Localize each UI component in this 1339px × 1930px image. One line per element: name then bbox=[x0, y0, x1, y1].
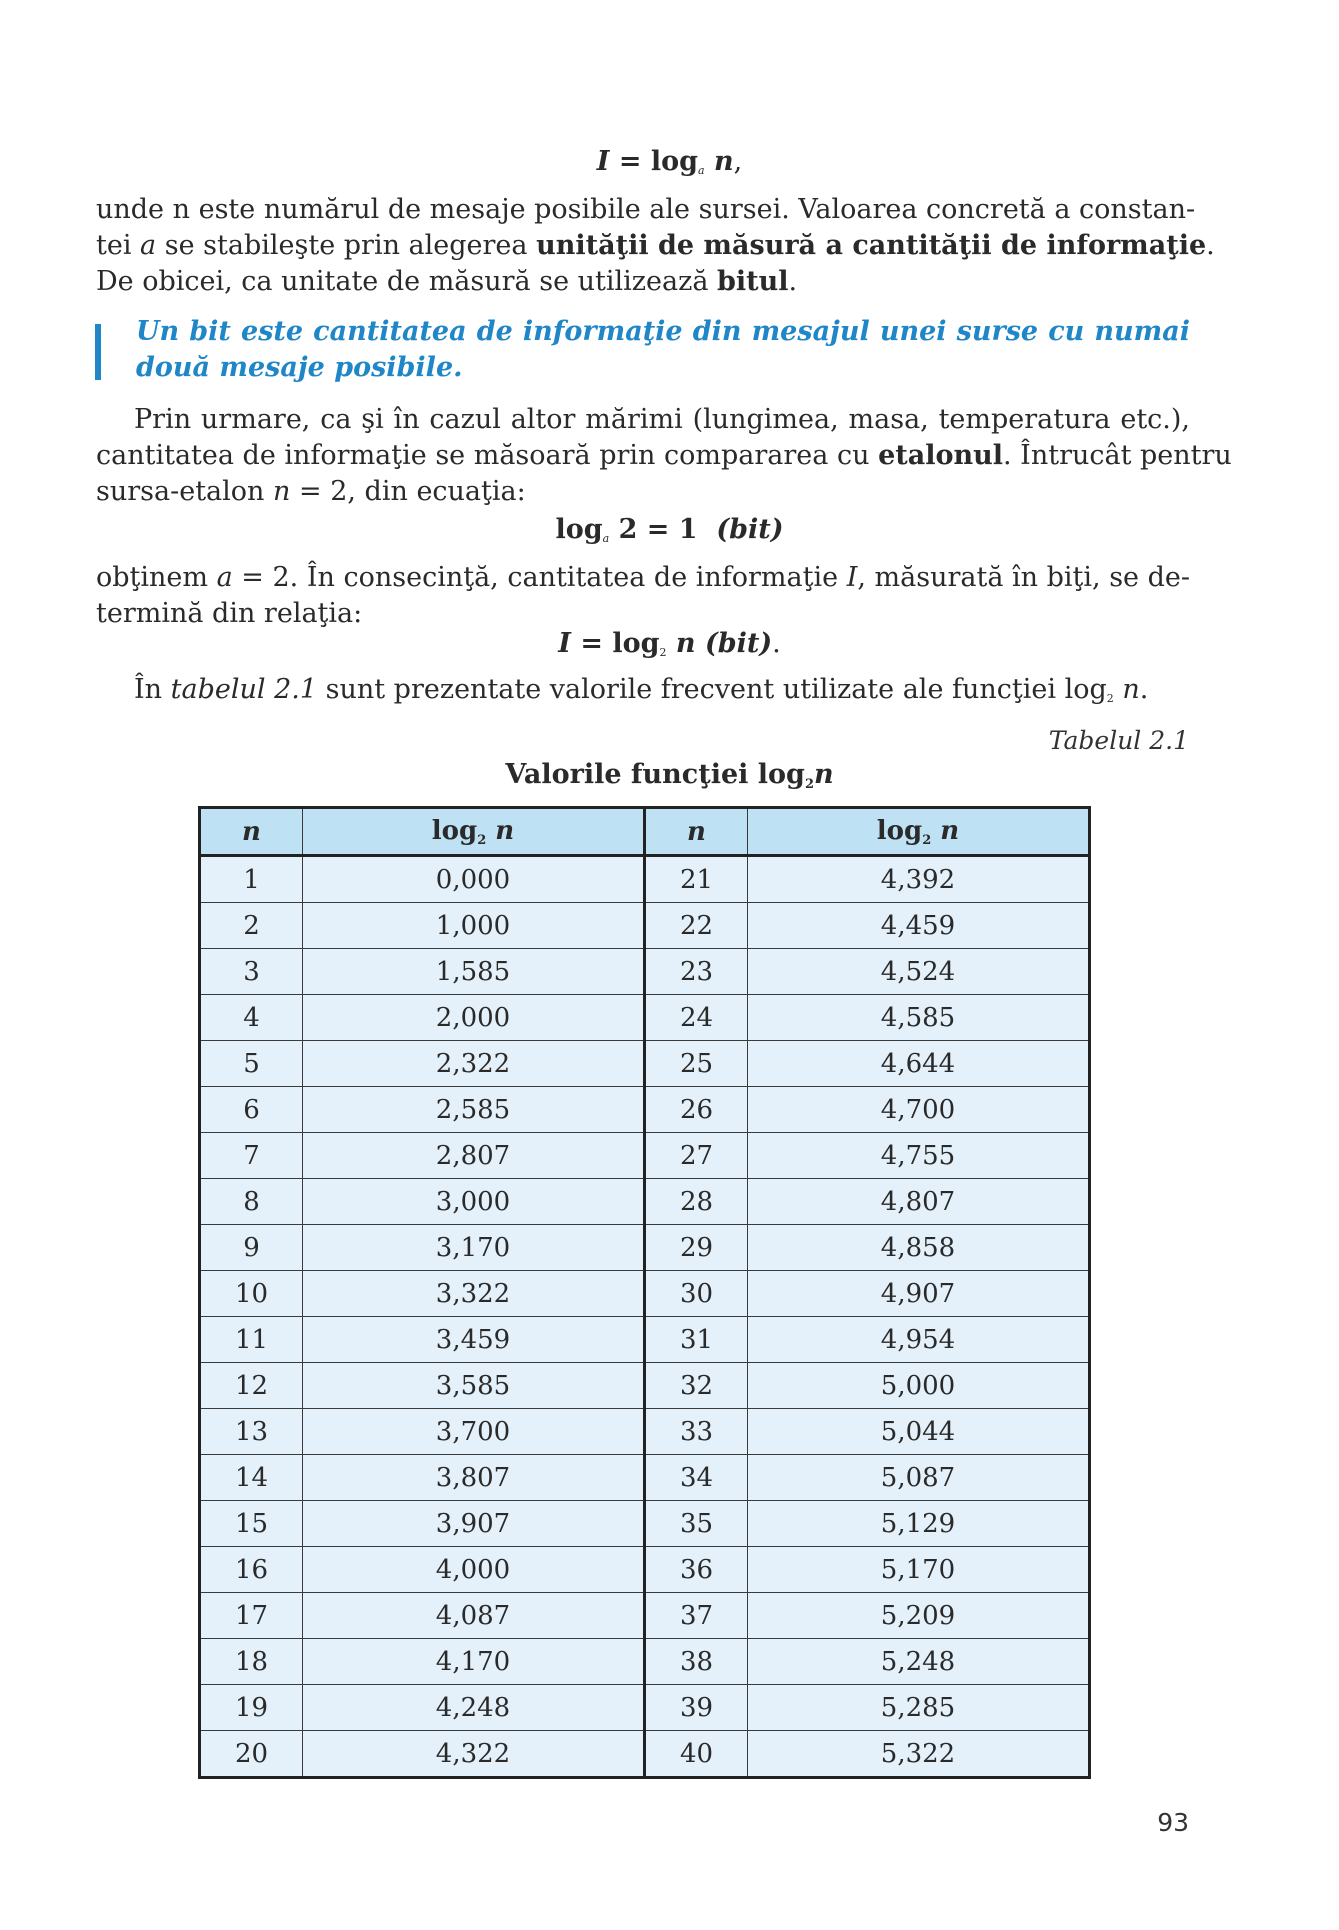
header-n-right: n bbox=[645, 808, 748, 856]
cell-log2n: 4,459 bbox=[748, 903, 1090, 949]
cell-n: 8 bbox=[200, 1179, 303, 1225]
cell-log2n: 5,000 bbox=[748, 1363, 1090, 1409]
cell-n: 22 bbox=[645, 903, 748, 949]
cell-n: 6 bbox=[200, 1087, 303, 1133]
paragraph-definition-context bbox=[96, 192, 1215, 300]
cell-log2n: 4,700 bbox=[748, 1087, 1090, 1133]
table-row bbox=[200, 1133, 1090, 1179]
formula-log-equation: $\log_a 2 = 1$ (bit) bbox=[555, 514, 784, 545]
cell-log2n: 3,000 bbox=[303, 1179, 645, 1225]
table-row bbox=[200, 903, 1090, 949]
para2-line3: sursa-etalon n = 2, din ecuaţia: bbox=[96, 476, 526, 507]
table-row bbox=[200, 1041, 1090, 1087]
para1-line3: De obicei, ca unitate de măsură se utilizează bitul. bbox=[96, 266, 798, 297]
cell-log2n: 3,585 bbox=[303, 1363, 645, 1409]
cell-n: 31 bbox=[645, 1317, 748, 1363]
cell-log2n: 4,907 bbox=[748, 1271, 1090, 1317]
cell-n: 40 bbox=[645, 1731, 748, 1778]
cell-log2n: 1,000 bbox=[303, 903, 645, 949]
table-caption: Tabelul 2.1 bbox=[1048, 726, 1189, 755]
cell-n: 32 bbox=[645, 1363, 748, 1409]
cell-log2n: 5,209 bbox=[748, 1593, 1090, 1639]
paragraph-consequence bbox=[96, 560, 1190, 632]
cell-n: 25 bbox=[645, 1041, 748, 1087]
para3-line2: termină din relaţia: bbox=[96, 598, 363, 629]
cell-n: 5 bbox=[200, 1041, 303, 1087]
cell-n: 36 bbox=[645, 1547, 748, 1593]
cell-log2n: 2,585 bbox=[303, 1087, 645, 1133]
formula-information: $I = \log_a n$, bbox=[596, 146, 743, 177]
definition-accent-bar bbox=[95, 324, 101, 380]
table-row bbox=[200, 1731, 1090, 1778]
cell-log2n: 3,807 bbox=[303, 1455, 645, 1501]
page-number: 93 bbox=[1157, 1808, 1189, 1837]
cell-log2n: 5,087 bbox=[748, 1455, 1090, 1501]
cell-n: 18 bbox=[200, 1639, 303, 1685]
cell-log2n: 5,129 bbox=[748, 1501, 1090, 1547]
cell-n: 15 bbox=[200, 1501, 303, 1547]
log2-values-table bbox=[198, 806, 1091, 1779]
cell-log2n: 4,170 bbox=[303, 1639, 645, 1685]
header-n-left: n bbox=[200, 808, 303, 856]
table-row bbox=[200, 1363, 1090, 1409]
cell-n: 12 bbox=[200, 1363, 303, 1409]
header-log-left: log2 n bbox=[303, 808, 645, 856]
cell-n: 34 bbox=[645, 1455, 748, 1501]
cell-n: 21 bbox=[645, 856, 748, 903]
table-row bbox=[200, 856, 1090, 903]
cell-n: 4 bbox=[200, 995, 303, 1041]
cell-log2n: 0,000 bbox=[303, 856, 645, 903]
cell-log2n: 2,000 bbox=[303, 995, 645, 1041]
cell-log2n: 4,000 bbox=[303, 1547, 645, 1593]
table-row bbox=[200, 1685, 1090, 1731]
table-row bbox=[200, 1409, 1090, 1455]
table-row bbox=[200, 1317, 1090, 1363]
definition-line2: două mesaje posibile. bbox=[136, 352, 463, 383]
definition-line1: Un bit este cantitatea de informaţie din mesajul unei surse cu numai bbox=[136, 316, 1190, 347]
cell-log2n: 5,248 bbox=[748, 1639, 1090, 1685]
cell-log2n: 3,322 bbox=[303, 1271, 645, 1317]
cell-n: 26 bbox=[645, 1087, 748, 1133]
table-row bbox=[200, 1179, 1090, 1225]
formula-bits: $I = \log_2 n$ (bit). bbox=[558, 628, 781, 659]
table-row bbox=[200, 1639, 1090, 1685]
cell-log2n: 5,285 bbox=[748, 1685, 1090, 1731]
cell-log2n: 5,170 bbox=[748, 1547, 1090, 1593]
cell-n: 35 bbox=[645, 1501, 748, 1547]
cell-log2n: 4,644 bbox=[748, 1041, 1090, 1087]
cell-log2n: 4,322 bbox=[303, 1731, 645, 1778]
table-row bbox=[200, 1225, 1090, 1271]
cell-n: 10 bbox=[200, 1271, 303, 1317]
para2-line1: Prin urmare, ca şi în cazul altor mărimi (lungimea, masa, temperatura etc.), bbox=[134, 404, 1190, 435]
paragraph-table-intro bbox=[96, 672, 1190, 717]
cell-n: 20 bbox=[200, 1731, 303, 1778]
cell-log2n: 4,858 bbox=[748, 1225, 1090, 1271]
cell-n: 13 bbox=[200, 1409, 303, 1455]
cell-n: 39 bbox=[645, 1685, 748, 1731]
cell-log2n: 4,755 bbox=[748, 1133, 1090, 1179]
cell-n: 2 bbox=[200, 903, 303, 949]
cell-n: 11 bbox=[200, 1317, 303, 1363]
table-row bbox=[200, 1455, 1090, 1501]
cell-log2n: 2,322 bbox=[303, 1041, 645, 1087]
cell-log2n: 4,807 bbox=[748, 1179, 1090, 1225]
cell-log2n: 3,170 bbox=[303, 1225, 645, 1271]
cell-n: 14 bbox=[200, 1455, 303, 1501]
cell-n: 24 bbox=[645, 995, 748, 1041]
paragraph-etalon bbox=[96, 402, 1232, 510]
cell-n: 37 bbox=[645, 1593, 748, 1639]
cell-n: 17 bbox=[200, 1593, 303, 1639]
table-row bbox=[200, 995, 1090, 1041]
cell-log2n: 4,954 bbox=[748, 1317, 1090, 1363]
table-row bbox=[200, 1501, 1090, 1547]
cell-n: 29 bbox=[645, 1225, 748, 1271]
table-row bbox=[200, 1593, 1090, 1639]
para3-line1: obţinem a = 2. În consecinţă, cantitatea de informaţie I, măsurată în biţi, se de- bbox=[96, 562, 1191, 593]
cell-log2n: 4,248 bbox=[303, 1685, 645, 1731]
cell-log2n: 3,700 bbox=[303, 1409, 645, 1455]
cell-log2n: 4,524 bbox=[748, 949, 1090, 995]
cell-n: 30 bbox=[645, 1271, 748, 1317]
cell-n: 16 bbox=[200, 1547, 303, 1593]
bit-definition bbox=[136, 314, 1190, 386]
cell-log2n: 4,087 bbox=[303, 1593, 645, 1639]
header-log-right: log2 n bbox=[748, 808, 1090, 856]
cell-n: 7 bbox=[200, 1133, 303, 1179]
table-row bbox=[200, 949, 1090, 995]
table-row bbox=[200, 1271, 1090, 1317]
table-title: Valorile funcţiei log2n bbox=[505, 759, 834, 792]
table-row bbox=[200, 1547, 1090, 1593]
para1-line2: tei a se stabileşte prin alegerea unităţii de măsură a cantităţii de informaţie. bbox=[96, 230, 1215, 261]
cell-log2n: 3,459 bbox=[303, 1317, 645, 1363]
table-header-row bbox=[200, 808, 1090, 856]
cell-n: 19 bbox=[200, 1685, 303, 1731]
cell-log2n: 4,585 bbox=[748, 995, 1090, 1041]
para4-line1: În tabelul 2.1 sunt prezentate valorile frecvent utilizate ale funcţiei $\log_2 n$. bbox=[134, 674, 1149, 705]
cell-log2n: 4,392 bbox=[748, 856, 1090, 903]
cell-log2n: 3,907 bbox=[303, 1501, 645, 1547]
para2-line2: cantitatea de informaţie se măsoară prin compararea cu etalonul. Întrucât pentru bbox=[96, 440, 1232, 471]
cell-n: 33 bbox=[645, 1409, 748, 1455]
para1-line1: unde n este numărul de mesaje posibile ale sursei. Valoarea concretă a constan- bbox=[96, 194, 1196, 225]
cell-n: 3 bbox=[200, 949, 303, 995]
cell-log2n: 5,322 bbox=[748, 1731, 1090, 1778]
cell-log2n: 5,044 bbox=[748, 1409, 1090, 1455]
cell-n: 27 bbox=[645, 1133, 748, 1179]
cell-log2n: 2,807 bbox=[303, 1133, 645, 1179]
cell-n: 1 bbox=[200, 856, 303, 903]
cell-n: 23 bbox=[645, 949, 748, 995]
cell-n: 38 bbox=[645, 1639, 748, 1685]
table-row bbox=[200, 1087, 1090, 1133]
cell-n: 9 bbox=[200, 1225, 303, 1271]
cell-n: 28 bbox=[645, 1179, 748, 1225]
cell-log2n: 1,585 bbox=[303, 949, 645, 995]
